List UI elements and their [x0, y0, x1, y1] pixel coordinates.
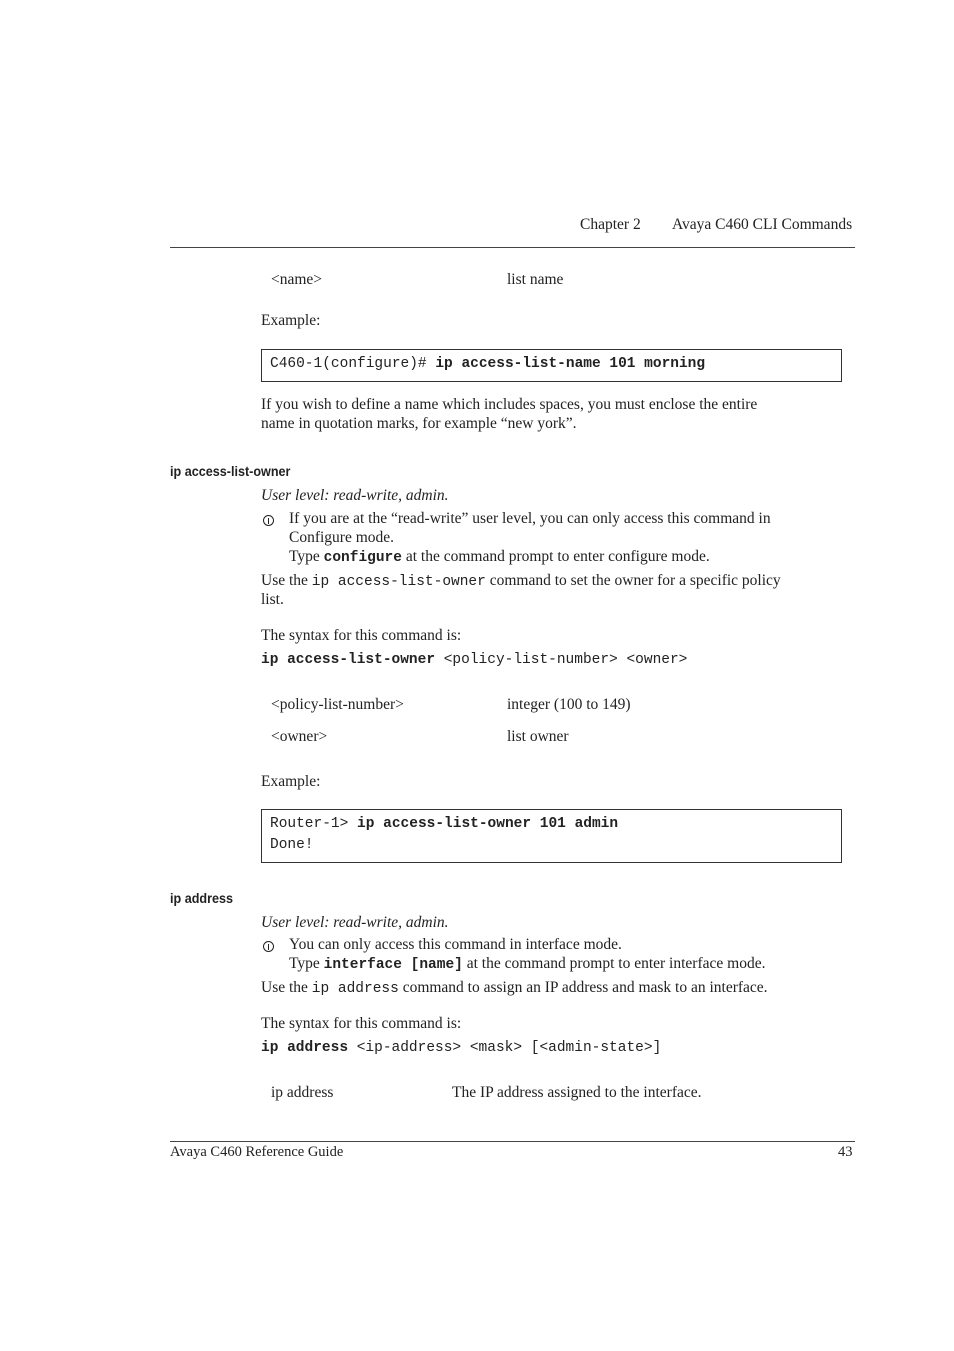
usage-line: [261, 979, 768, 997]
example-label: Example:: [261, 773, 321, 790]
user-level: User level: read-write, admin.: [261, 914, 449, 931]
syntax-label: The syntax for this command is:: [261, 627, 462, 644]
code-example-access-list-owner: [261, 809, 842, 863]
note-line1: You can only access this command in interface mode.: [289, 936, 622, 953]
note-type-cmd: interface [name]: [323, 957, 463, 973]
param-name: ip address: [271, 1084, 334, 1101]
footer-title: Avaya C460 Reference Guide: [170, 1144, 344, 1160]
note-line2: Configure mode.: [289, 529, 395, 546]
code-prompt: C460-1(configure)#: [270, 356, 427, 372]
syntax-command: ip address: [261, 1040, 349, 1056]
code-prompt: Router-1>: [270, 816, 349, 832]
usage-cmd: ip address: [311, 981, 399, 997]
code-line: [270, 816, 618, 832]
syntax-label: The syntax for this command is:: [261, 1015, 462, 1032]
section-heading-ip-address: ip address: [170, 890, 234, 906]
user-level: User level: read-write, admin.: [261, 487, 449, 504]
param-name: <owner>: [271, 728, 328, 745]
spaces-note-line2: name in quotation marks, for example “new york”.: [261, 415, 577, 432]
note-type-pre: Type: [289, 955, 320, 972]
syntax-command: ip access-list-owner: [261, 652, 436, 668]
usage-line2: list.: [261, 591, 284, 608]
footer-rule: [170, 1141, 855, 1142]
usage-line: [261, 572, 781, 590]
code-command: ip access-list-owner 101 admin: [357, 816, 619, 832]
usage-pre: Use the: [261, 572, 308, 589]
param-desc: integer (100 to 149): [507, 696, 631, 713]
usage-post: command to set the owner for a specific policy: [489, 572, 781, 589]
syntax-args: <policy-list-number> <owner>: [443, 652, 688, 668]
usage-cmd: ip access-list-owner: [311, 574, 486, 590]
note-type-post: at the command prompt to enter interface mode.: [466, 955, 766, 972]
syntax-line: [261, 1040, 661, 1056]
param-desc: The IP address assigned to the interface.: [452, 1084, 702, 1101]
code-line: [270, 356, 705, 372]
spaces-note-line1: If you wish to define a name which includes spaces, you must enclose the entire: [261, 396, 758, 413]
header-title: Avaya C460 CLI Commands: [672, 216, 853, 233]
section-heading-access-list-owner: ip access-list-owner: [170, 463, 291, 479]
param-desc: list name: [507, 271, 564, 288]
code-command: ip access-list-name 101 morning: [435, 356, 706, 372]
param-name: <name>: [271, 271, 323, 288]
page-number: 43: [838, 1144, 853, 1160]
note-type-line: [289, 955, 765, 973]
info-icon: [263, 515, 274, 526]
note-type-post: at the command prompt to enter configure mode.: [405, 548, 710, 565]
code-example-access-list-name: [261, 349, 842, 382]
syntax-line: [261, 652, 687, 668]
info-icon: [263, 941, 274, 952]
example-label: Example:: [261, 312, 321, 329]
param-name: <policy-list-number>: [271, 696, 404, 713]
note-type-cmd: configure: [323, 550, 402, 566]
param-desc: list owner: [507, 728, 569, 745]
note-type-pre: Type: [289, 548, 320, 565]
header-rule: [170, 247, 855, 248]
usage-post: command to assign an IP address and mask to an interface.: [402, 979, 768, 996]
note-type-line: [289, 548, 710, 566]
header-chapter: Chapter 2: [580, 216, 641, 233]
code-output: Done!: [270, 837, 314, 853]
syntax-args: <ip-address> <mask> [<admin-state>]: [356, 1040, 662, 1056]
note-line1: If you are at the “read-write” user level, you can only access this command in: [289, 510, 771, 527]
usage-pre: Use the: [261, 979, 308, 996]
